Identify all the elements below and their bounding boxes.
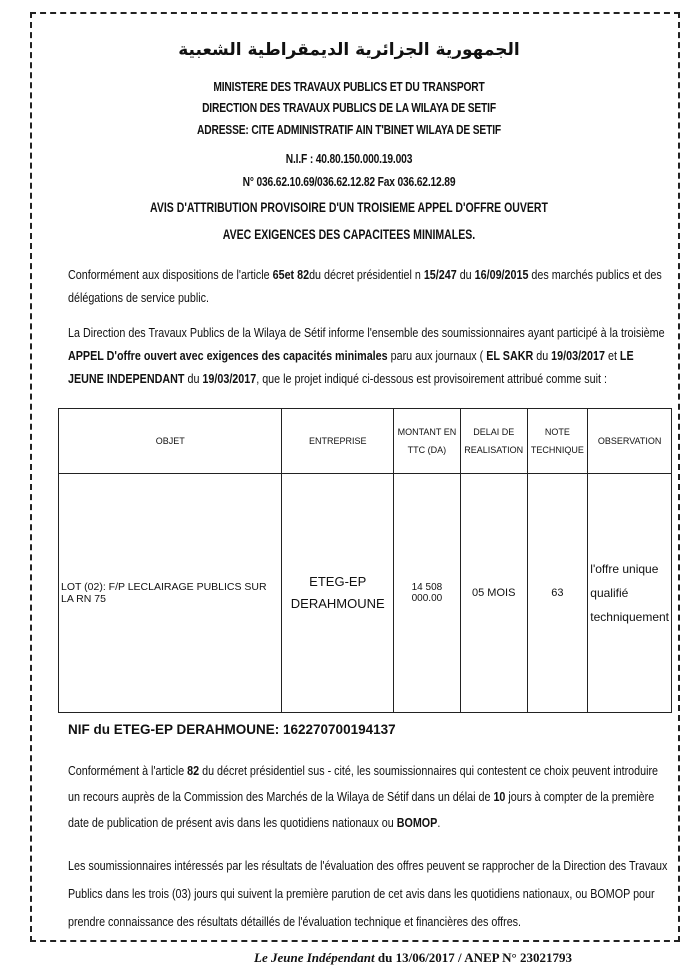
publication-footer: Le Jeune Indépendant du 13/06/2017 / ANEP N° 23021793 [254,950,572,965]
header-entreprise: ENTREPRISE [282,409,394,474]
final-paragraph: Les soumissionnaires intéressés par les résultats de l'évaluation des offres peuvent se rapprocher de la Direction des Travaux Publics dans les trois (03) jours qui suivent la première parution de cet avis dans les quotidiens nationaux, ou BOMOP pour prendre connaissance des résultats détaillés de l'évaluation technique et financières des offres. [68,859,668,929]
header-montant: MONTANT EN TTC (DA) [393,409,460,474]
cell-montant: 14 508 000.00 [393,474,460,713]
title-line-2: AVEC EXIGENCES DES CAPACITEES MINIMALES. [222,227,476,242]
table-row [59,474,672,713]
direction-line: DIRECTION DES TRAVAUX PUBLICS DE LA WILAYA DE SETIF [202,101,496,115]
cell-observation: l'offre unique qualifié techniquement [588,474,672,713]
attribution-table [58,408,672,713]
header-note: NOTE TECHNIQUE [527,409,588,474]
title-line-1: AVIS D'ATTRIBUTION PROVISOIRE D'UN TROISIEME APPEL D'OFFRE OUVERT [150,200,548,215]
phone-line: N° 036.62.10.69/036.62.12.82 Fax 036.62.12.89 [242,175,456,189]
ministry-line: MINISTERE DES TRAVAUX PUBLICS ET DU TRANSPORT [213,80,485,94]
recours-paragraph: Conformément à l'article 82 du décret présidentiel sus - cité, les soumissionnaires qui contestent ce choix peuvent introduire un recours auprès de la Commission des Marchés de la Wilaya de Sétif dans un délai de 10 jours à compter de la première date de publication de présent avis dans les quotidiens nationaux ou BOMOP. [68,764,659,830]
header-delai: DELAI DE REALISATION [460,409,527,474]
nif-line: N.I.F : 40.80.150.000.19.003 [285,152,413,166]
address-line: ADRESSE: CITE ADMINISTRATIF AIN T'BINET WILAYA DE SETIF [197,123,501,137]
cell-entreprise: ETEG-EP DERAHMOUNE [282,474,394,713]
cell-objet: LOT (02): F/P LECLAIRAGE PUBLICS SUR LA RN 75 [59,474,282,713]
nif-company-line: NIF du ETEG-EP DERAHMOUNE: 162270700194137 [68,722,396,737]
cell-delai: 05 MOIS [460,474,527,713]
intro-paragraph-2: La Direction des Travaux Publics de la Wilaya de Sétif informe l'ensemble des soumissionnaires ayant participé à la troisième APPEL D'offre ouvert avec exigences des capacités minimales paru aux journaux ( EL SAKR du 19/03/2017 et LE JEUNE INDEPENDANT du 19/03/2017, que le projet indiqué ci-dessous est provisoirement attribué comme suit : [68,326,665,386]
intro-paragraph-1: Conformément aux dispositions de l'article 65et 82du décret présidentiel n 15/247 du 16/09/2015 des marchés publics et des délégations de service public. [68,268,662,305]
arabic-header: الجمهورية الجزائرية الديمقراطية الشعبية [178,40,520,60]
table-header-row [59,409,672,474]
header-observation: OBSERVATION [588,409,672,474]
cell-note: 63 [527,474,588,713]
header-objet: OBJET [59,409,282,474]
